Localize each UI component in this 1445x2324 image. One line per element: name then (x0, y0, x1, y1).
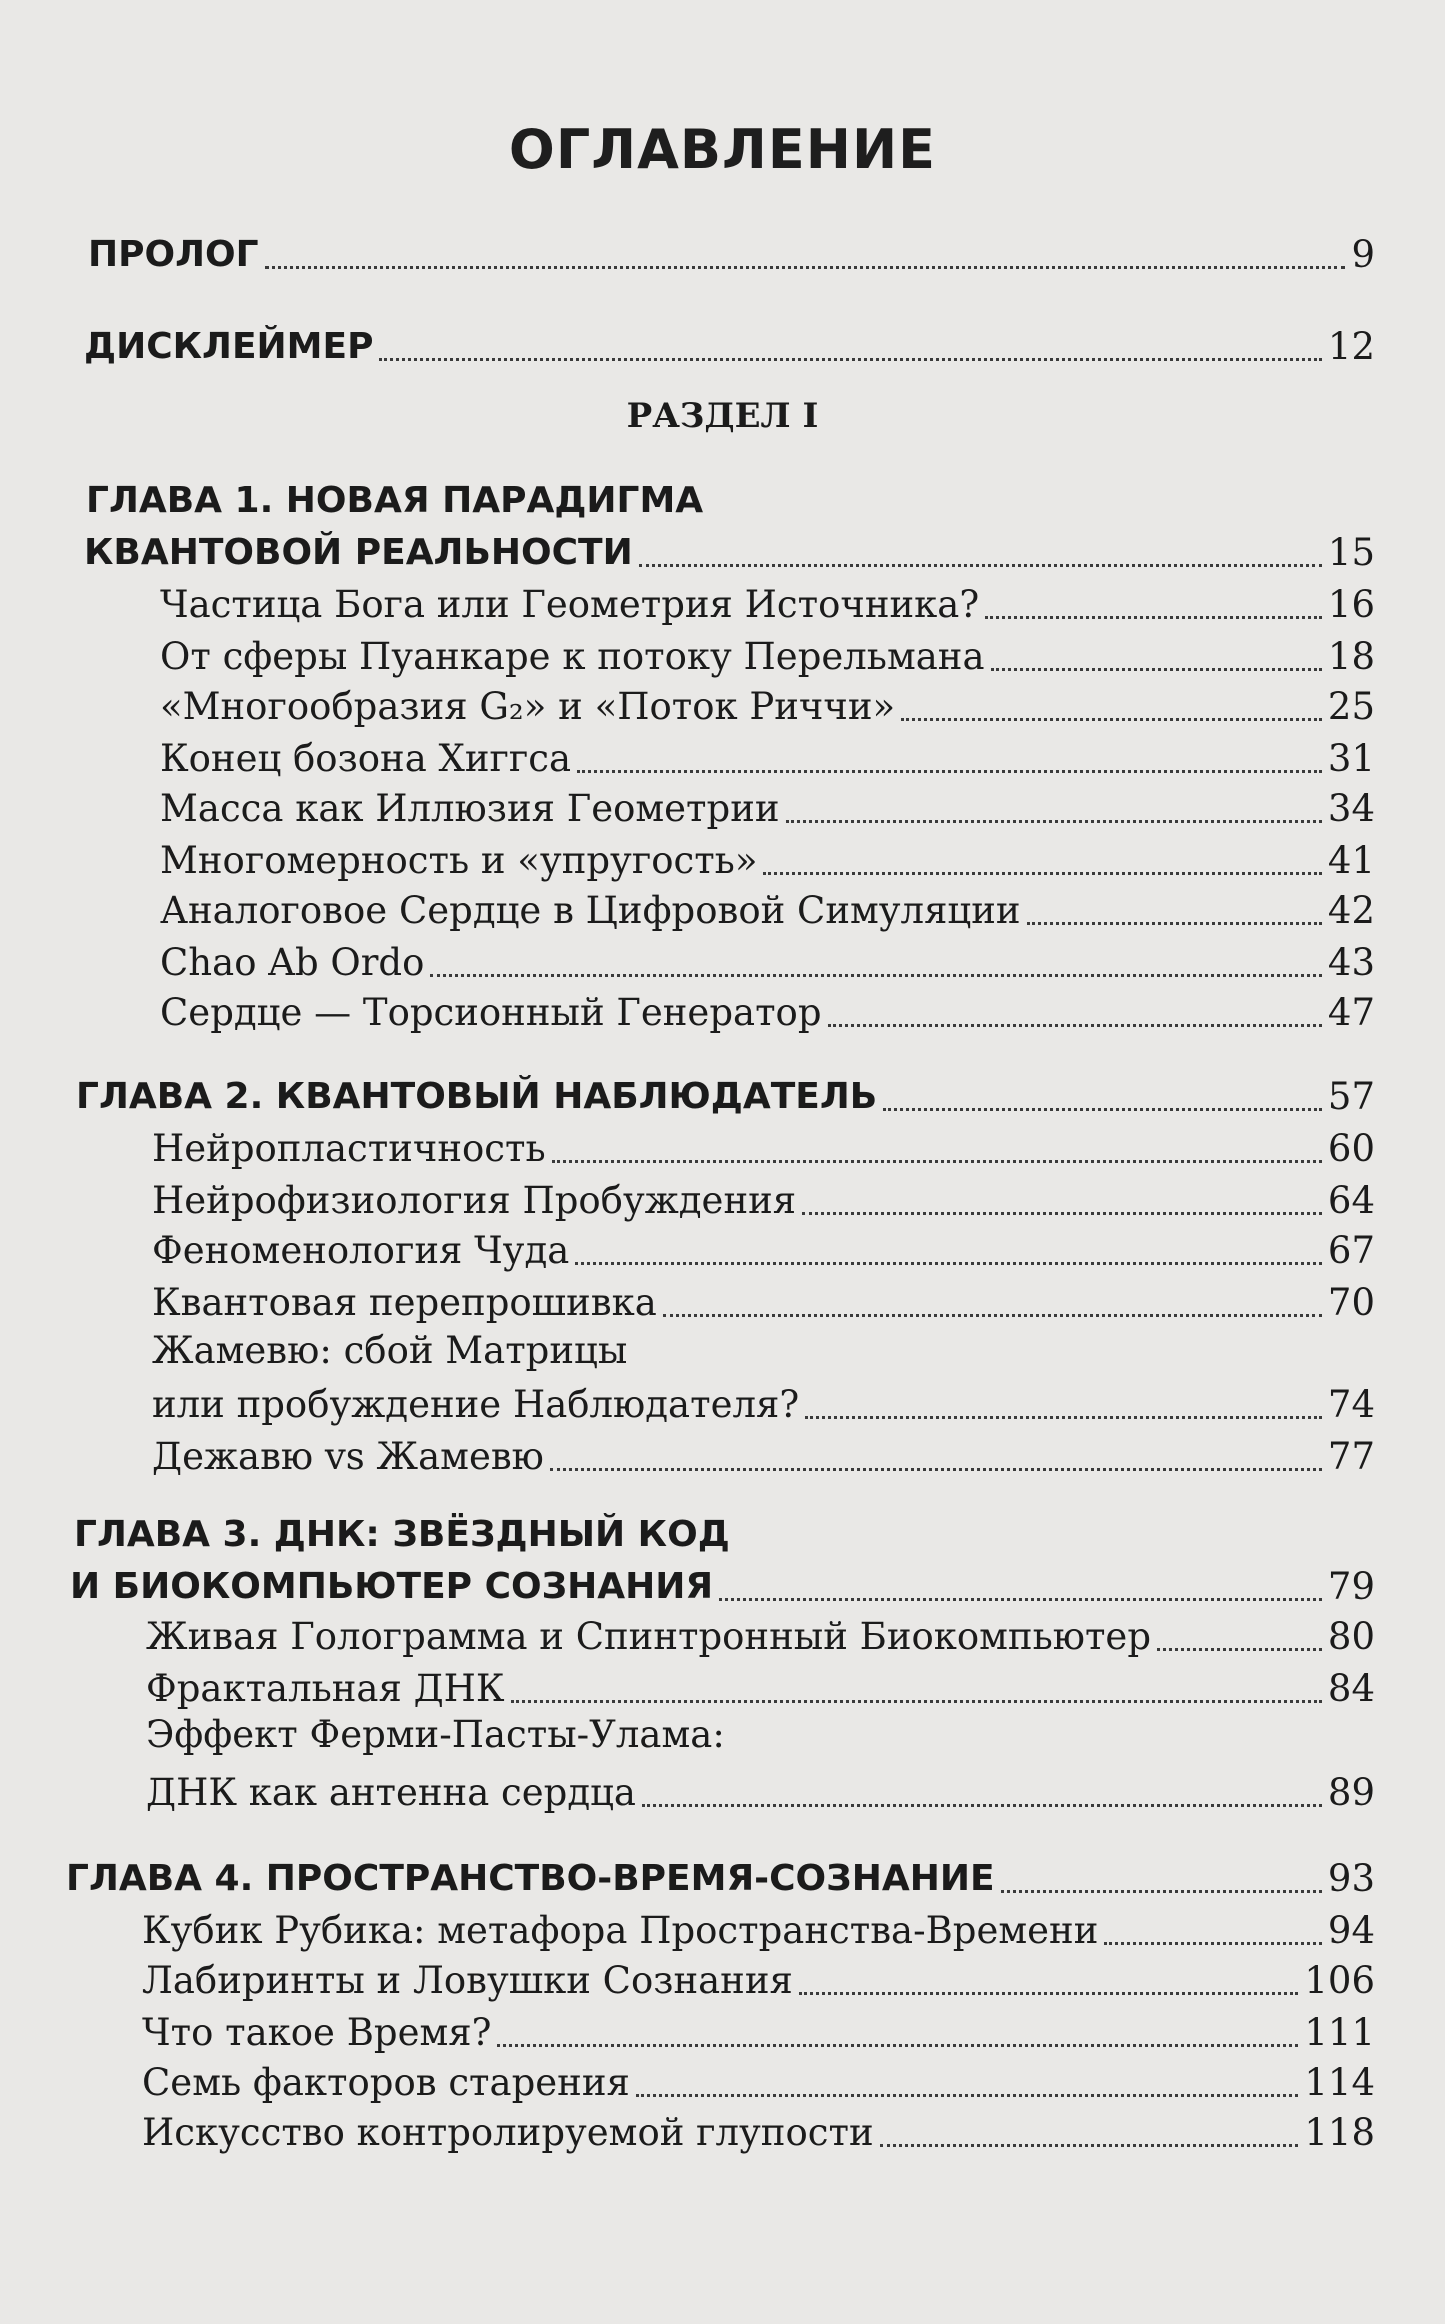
section-heading: РАЗДЕЛ I (626, 396, 819, 436)
toc-entry[interactable] (160, 888, 1375, 934)
toc-entry[interactable] (152, 1280, 1375, 1326)
toc-entry-label: ПРОЛОГ (88, 234, 259, 275)
chapter-1-title-line-1: ГЛАВА 1. НОВАЯ ПАРАДИГМА (86, 480, 704, 521)
toc-entry[interactable] (152, 1434, 1375, 1480)
dot-leader (799, 1992, 1299, 1995)
toc-entry-label-line-1: Жамевю: сбой Матрицы (152, 1329, 628, 1372)
toc-entry-label: Chao Ab Ordo (160, 941, 425, 984)
dot-leader (763, 872, 1321, 875)
toc-entry-label: Что такое Время? (142, 2011, 492, 2054)
toc-entry-label: От сферы Пуанкаре к потоку Перельмана (160, 635, 985, 678)
toc-page-number: 79 (1327, 1565, 1375, 1608)
toc-entry-label: Нейрофизиология Пробуждения (152, 1179, 797, 1222)
toc-page-number: 111 (1304, 2011, 1375, 2054)
toc-entry-label: Нейропластичность (152, 1127, 546, 1170)
dot-leader (901, 718, 1322, 721)
toc-page-number: 89 (1327, 1771, 1375, 1814)
toc-entry-label: Кубик Рубика: метафора Пространства-Времени (142, 1909, 1099, 1952)
toc-entry-label: или пробуждение Наблюдателя? (152, 1383, 800, 1426)
toc-entry[interactable] (146, 1666, 1375, 1712)
toc-page-number: 47 (1327, 991, 1375, 1034)
dot-leader (1001, 1890, 1322, 1893)
toc-page-number: 41 (1327, 839, 1375, 882)
dot-leader (430, 974, 1322, 977)
toc-entry[interactable] (142, 2110, 1375, 2156)
toc-page-number: 42 (1327, 889, 1375, 932)
dot-leader (828, 1024, 1322, 1027)
chapter-3-title-line-1: ГЛАВА 3. ДНК: ЗВЁЗДНЫЙ КОД (74, 1514, 730, 1555)
toc-entry-label: ДИСКЛЕЙМЕР (84, 326, 374, 367)
toc-entry-label: Дежавю vs Жамевю (152, 1435, 544, 1478)
chapter-1-title-line-2: КВАНТОВОЙ РЕАЛЬНОСТИ (84, 532, 633, 573)
toc-page-number: 25 (1327, 685, 1375, 728)
toc-entry-disclaimer[interactable] (84, 324, 1375, 370)
toc-page-number: 80 (1327, 1615, 1375, 1658)
toc-entry-label: Искусство контролируемой глупости (142, 2111, 874, 2154)
toc-entry-chapter-3[interactable] (70, 1564, 1375, 1610)
toc-entry-label: Многомерность и «упругость» (160, 839, 758, 882)
chapter-2-title: ГЛАВА 2. КВАНТОВЫЙ НАБЛЮДАТЕЛЬ (76, 1076, 878, 1117)
toc-page-number: 70 (1327, 1281, 1375, 1324)
toc-entry-label: Масса как Иллюзия Геометрии (160, 787, 780, 830)
toc-page-number: 43 (1327, 941, 1375, 984)
dot-leader (1027, 922, 1322, 925)
toc-entry[interactable] (160, 582, 1375, 628)
dot-leader (575, 1262, 1322, 1265)
toc-entry-label: Фрактальная ДНК (146, 1667, 505, 1710)
toc-entry[interactable] (146, 1614, 1375, 1660)
chapter-4-title: ГЛАВА 4. ПРОСТРАНСТВО-ВРЕМЯ-СОЗНАНИЕ (66, 1858, 995, 1899)
toc-page-number: 31 (1327, 737, 1375, 780)
dot-leader (802, 1212, 1322, 1215)
dot-leader (883, 1108, 1322, 1111)
dot-leader (642, 1804, 1322, 1807)
toc-entry[interactable] (152, 1382, 1375, 1428)
toc-entry[interactable] (142, 1958, 1375, 2004)
toc-entry-label: Феноменология Чуда (152, 1229, 570, 1272)
dot-leader (639, 564, 1322, 567)
toc-entry-chapter-4[interactable] (66, 1856, 1375, 1902)
toc-entry[interactable] (146, 1770, 1375, 1816)
dot-leader (719, 1598, 1322, 1601)
toc-entry-label: Частица Бога или Геометрия Источника? (160, 583, 980, 626)
toc-entry[interactable] (160, 634, 1375, 680)
dot-leader (636, 2094, 1299, 2097)
toc-entry[interactable] (142, 2010, 1375, 2056)
toc-entry[interactable] (142, 2060, 1375, 2106)
dot-leader (550, 1468, 1322, 1471)
toc-page-number: 67 (1327, 1229, 1375, 1272)
dot-leader (880, 2144, 1299, 2147)
toc-entry-label: «Многообразия G₂» и «Поток Риччи» (160, 685, 896, 728)
toc-entry[interactable] (160, 786, 1375, 832)
toc-entry-label: Аналоговое Сердце в Цифровой Симуляции (160, 889, 1021, 932)
toc-page-number: 60 (1327, 1127, 1375, 1170)
toc-entry-chapter-1[interactable] (84, 530, 1375, 576)
toc-entry-label: ДНК как антенна сердца (146, 1771, 636, 1814)
toc-page-number: 16 (1327, 583, 1375, 626)
toc-entry[interactable] (160, 684, 1375, 730)
toc-entry[interactable] (160, 838, 1375, 884)
dot-leader (805, 1416, 1322, 1419)
toc-entry-label: Лабиринты и Ловушки Сознания (142, 1959, 793, 2002)
toc-page-number: 57 (1327, 1075, 1375, 1118)
toc-page-number: 114 (1304, 2061, 1375, 2104)
page-title: ОГЛАВЛЕНИЕ (508, 118, 937, 181)
toc-entry[interactable] (160, 940, 1375, 986)
dot-leader (1104, 1942, 1322, 1945)
dot-leader (497, 2044, 1298, 2047)
toc-entry[interactable] (160, 990, 1375, 1036)
toc-entry-label: Семь факторов старения (142, 2061, 630, 2104)
toc-entry[interactable] (152, 1178, 1375, 1224)
toc-page-number: 84 (1327, 1667, 1375, 1710)
toc-page-number: 18 (1327, 635, 1375, 678)
toc-entry-prologue[interactable] (88, 232, 1375, 278)
toc-entry-label: Живая Голограмма и Спинтронный Биокомпьютер (146, 1615, 1151, 1658)
dot-leader (379, 358, 1321, 361)
toc-entry[interactable] (152, 1126, 1375, 1172)
dot-leader (985, 616, 1322, 619)
toc-page-number: 118 (1304, 2111, 1375, 2154)
dot-leader (577, 770, 1322, 773)
toc-entry[interactable] (152, 1228, 1375, 1274)
dot-leader (511, 1700, 1322, 1703)
toc-entry-chapter-2[interactable] (76, 1074, 1375, 1120)
toc-page-number: 34 (1327, 787, 1375, 830)
dot-leader (552, 1160, 1322, 1163)
toc-page-number: 15 (1327, 531, 1375, 574)
toc-entry-label: Квантовая перепрошивка (152, 1281, 657, 1324)
dot-leader (991, 668, 1322, 671)
toc-entry-label: Конец бозона Хиггса (160, 737, 572, 780)
chapter-3-title-line-2: И БИОКОМПЬЮТЕР СОЗНАНИЯ (70, 1566, 714, 1607)
toc-page-number: 9 (1351, 233, 1375, 276)
toc-page-number: 12 (1327, 325, 1375, 368)
toc-page-number: 106 (1304, 1959, 1375, 2002)
toc-entry-label-line-1: Эффект Ферми-Пасты-Улама: (146, 1713, 725, 1756)
dot-leader (663, 1314, 1322, 1317)
toc-entry[interactable] (142, 1908, 1375, 1954)
toc-page-number: 74 (1327, 1383, 1375, 1426)
dot-leader (1157, 1648, 1322, 1651)
dot-leader (786, 820, 1322, 823)
toc-entry[interactable] (160, 736, 1375, 782)
toc-page-number: 64 (1327, 1179, 1375, 1222)
toc-entry-label: Сердце — Торсионный Генератор (160, 991, 822, 1034)
toc-page-number: 77 (1327, 1435, 1375, 1478)
toc-page-number: 93 (1327, 1857, 1375, 1900)
dot-leader (265, 266, 1346, 269)
toc-page-number: 94 (1327, 1909, 1375, 1952)
